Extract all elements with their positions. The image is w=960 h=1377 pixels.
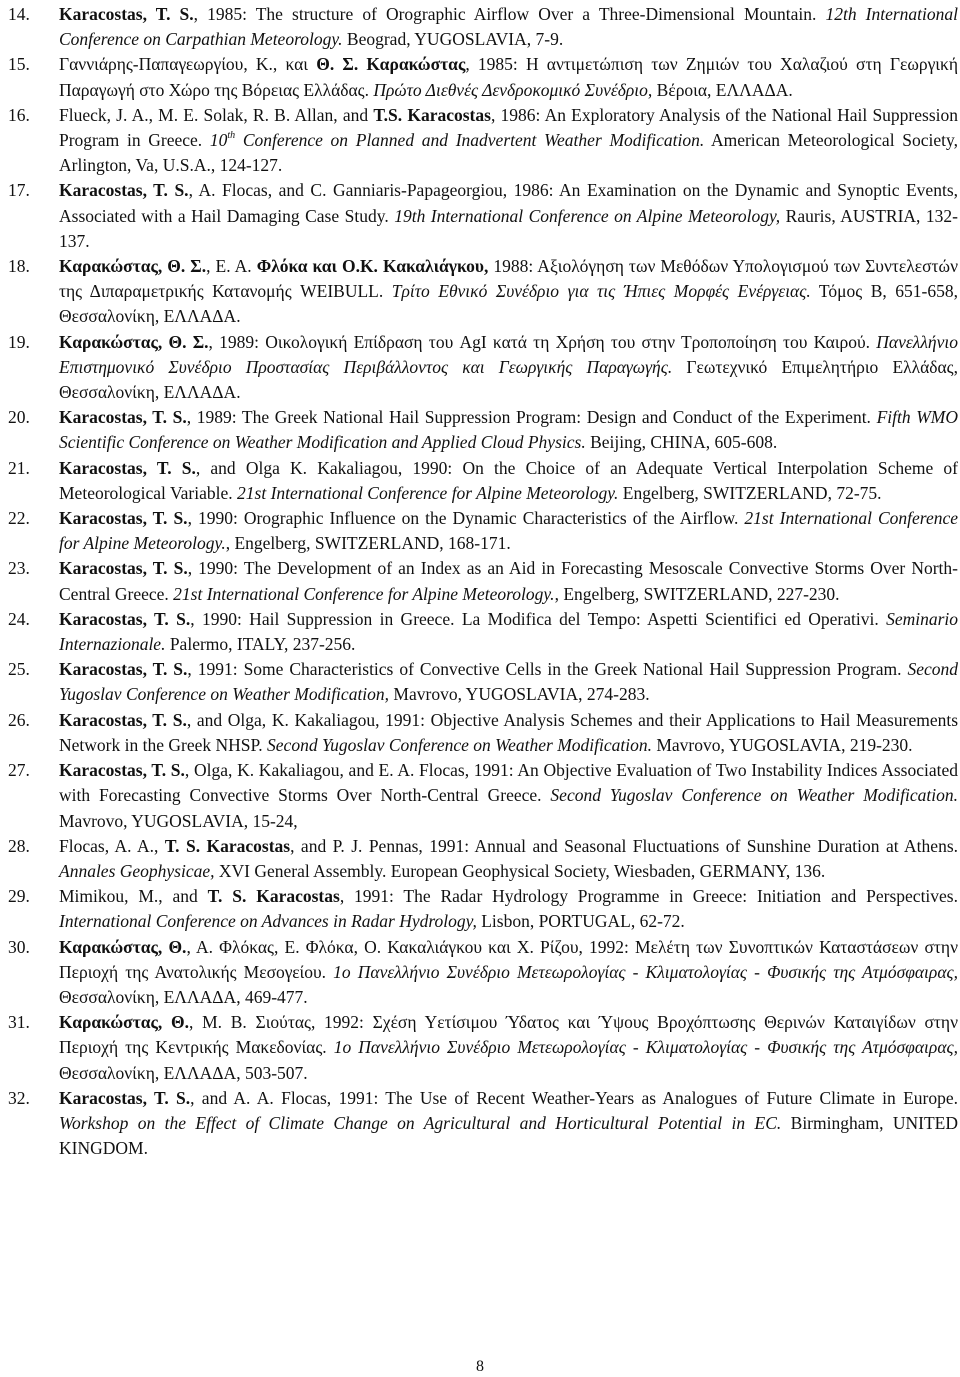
reference-number: 21. — [8, 457, 30, 478]
reference-item — [8, 657, 958, 707]
reference-text — [59, 758, 958, 834]
reference-venue: Τρίτο Εθνικό Συνέδριο για τις Ήπιες Μορφές Ενέργειας. — [391, 281, 811, 302]
reference-item — [8, 254, 958, 330]
reference-text — [59, 506, 958, 556]
reference-item — [8, 556, 958, 606]
reference-venue: Second Yugoslav Conference on Weather Modification, — [59, 659, 958, 705]
reference-author: Karacostas, T. S. — [59, 4, 194, 24]
reference-venue: Seminario Internazionale. — [59, 608, 959, 655]
reference-text — [59, 330, 958, 406]
reference-author: Karacostas, T. S. — [59, 1087, 191, 1108]
reference-segment: , Ε. Α. — [206, 256, 257, 277]
reference-segment: , and Olga, K. Kakaliagou, 1991: Objective Analysis Schemes and their Applications to Hail Measurements Network in the Greek NHSP. — [59, 709, 959, 755]
reference-segment: , and A. A. Flocas, 1991: The Use of Recent Weather-Years as Analogues of Future Climate in Europe. — [190, 1087, 958, 1108]
reference-item — [8, 935, 958, 1011]
reference-author: Karacostas, T. S. — [59, 709, 187, 730]
reference-number: 16. — [8, 104, 30, 125]
reference-author: Καρακώστας, Θ. Σ. — [59, 256, 207, 277]
reference-segment: Τόμος Β, 651-658, Θεσσαλονίκη, ΕΛΛΑΔΑ. — [59, 281, 958, 327]
reference-item — [8, 758, 958, 834]
reference-venue: Second Yugoslav Conference on Weather Modification. — [267, 734, 652, 755]
reference-segment: Mavrovo, YUGOSLAVIA, 15-24, — [59, 810, 298, 831]
reference-segment: 1988: Αξιολόγηση των Μεθόδων Υπολογισμού των Συντελεστών της Διπαραμετρικής Κατανομής WEIBULL. — [59, 256, 958, 302]
reference-segment: , 1989: The Greek National Hail Suppression Program: Design and Conduct of the Experiment. — [186, 407, 877, 428]
reference-number: 26. — [8, 709, 30, 730]
reference-item — [8, 506, 958, 556]
reference-text — [59, 935, 958, 1011]
reference-segment: Γαννιάρης-Παπαγεωργίου, Κ., και — [59, 54, 317, 75]
reference-segment: Mavrovo, YUGOSLAVIA, 274-283. — [389, 684, 650, 705]
reference-author: Karacostas, T. S. — [59, 508, 188, 529]
reference-venue: 12th International Conference on Carpathian Meteorology. — [59, 4, 959, 50]
reference-venue: Fifth WMO Scientific Conference on Weather Modification and Applied Cloud Physics. — [59, 407, 959, 453]
reference-venue: Second Yugoslav Conference on Weather Modification. — [550, 785, 959, 806]
reference-segment: Rauris, AUSTRIA, 132-137. — [59, 205, 959, 251]
reference-author: Καρακώστας, Θ. — [59, 1012, 189, 1033]
reference-segment: , 1991: Some Characteristics of Convective Cells in the Greek National Hail Suppression Program. — [187, 659, 908, 680]
reference-author: T. S. Karacostas — [164, 835, 291, 856]
reference-segment: Palermo, ITALY, 237-256. — [165, 634, 356, 655]
reference-segment: , 1985: The structure of Orographic Airflow Over a Three-Dimensional Mountain. — [193, 4, 826, 24]
reference-segment: , 1985: Η αντιμετώπιση των Ζημιών του Χαλαζιού στη Γεωργική Παραγωγή στο Χώρο της Βόρειας Ελλάδας. — [59, 54, 958, 100]
reference-venue: 21st International Conference for Alpine Meteorology. — [173, 583, 555, 604]
reference-text — [59, 884, 958, 934]
reference-item — [8, 1010, 958, 1086]
reference-segment: Beograd, YUGOSLAVIA, 7-9. — [342, 29, 564, 50]
reference-venue: Workshop on the Effect of Climate Change on Agricultural and Horticultural Potential in EC. — [59, 1112, 782, 1133]
reference-venue: 10 — [209, 130, 228, 151]
reference-segment: , Α. Φλόκας, Ε. Φλόκα, Ο. Κακαλιάγκου και Χ. Ρίζου, 1992: Μελέτη των Συνοπτικών Καταστάσεων στην Περιοχή της Ανατολικής Μεσογείου. — [59, 936, 958, 982]
reference-item — [8, 103, 958, 179]
reference-author: Karacostas, T. S. — [59, 608, 191, 629]
reference-venue: 19th International Conference on Alpine Meteorology, — [394, 205, 781, 226]
reference-author: Karacostas, T. S. — [59, 457, 196, 478]
reference-number: 22. — [8, 508, 30, 529]
reference-venue: Annales Geophysicae, — [59, 860, 215, 881]
reference-number: 30. — [8, 936, 30, 957]
reference-text — [59, 556, 958, 606]
reference-segment: Mimikou, M., and — [59, 886, 208, 907]
reference-author: Karacostas, T. S. — [59, 180, 189, 201]
page-number: 8 — [476, 1358, 484, 1375]
reference-venue: Πρώτο Διεθνές Δενδροκομικό Συνέδριο, — [373, 79, 653, 100]
reference-segment: Lisbon, PORTUGAL, 62-72. — [476, 911, 685, 932]
reference-text — [59, 834, 958, 884]
reference-segment: Θεσσαλονίκη, ΕΛΛΑΔΑ, 503-507. — [59, 1062, 308, 1083]
reference-number: 24. — [8, 608, 30, 629]
reference-venue: Πανελλήνιο Επιστημονικό Συνέδριο Προστασίας Περιβάλλοντος και Γεωργικής Παραγωγής. — [59, 331, 958, 377]
reference-superscript: th — [227, 130, 236, 142]
reference-author: Karacostas, T. S. — [59, 659, 188, 680]
reference-venue: International Conference on Advances in Radar Hydrology, — [59, 911, 477, 932]
reference-item — [8, 884, 958, 934]
reference-number: 19. — [8, 331, 30, 352]
reference-number: 18. — [8, 256, 30, 277]
reference-list — [8, 2, 958, 1161]
reference-author: T.S. Karacostas — [373, 104, 491, 125]
reference-segment: Engelberg, SWITZERLAND, 72-75. — [618, 482, 882, 503]
reference-text — [59, 178, 958, 254]
reference-segment: Flueck, J. A., M. E. Solak, R. B. Allan, and — [59, 104, 374, 125]
reference-segment: , and P. J. Pennas, 1991: Annual and Seasonal Fluctuations of Sunshine Duration at Athens. — [290, 835, 959, 856]
reference-venue: Conference on Planned and Inadvertent Weather Modification. — [235, 130, 705, 151]
reference-segment: , and Olga K. Kakaliagou, 1990: On the Choice of an Adequate Vertical Interpolation Scheme of Meteorological Variable. — [59, 457, 958, 503]
reference-segment: Birmingham, UNITED KINGDOM. — [59, 1112, 958, 1159]
reference-item — [8, 330, 958, 406]
reference-venue: 21st International Conference for Alpine Meteorology. — [237, 482, 619, 503]
reference-segment: , 1986: An Exploratory Analysis of the National Hail Suppression Program in Greece. — [59, 104, 959, 151]
reference-number: 25. — [8, 659, 30, 680]
reference-segment: , 1990: Hail Suppression in Greece. La Modifica del Tempo: Aspetti Scientifici ed Operativi. — [190, 608, 887, 629]
reference-segment: Mavrovo, YUGOSLAVIA, 219-230. — [651, 734, 913, 755]
reference-segment: , 1991: The Radar Hydrology Programme in Greece: Initiation and Perspectives. — [339, 886, 958, 907]
reference-segment: , Olga, K. Kakaliagou, and E. A. Flocas, 1991: An Objective Evaluation of Two Instability Indices Associated with Forecasting Convective Storms Over North-Central Greece. — [59, 760, 958, 806]
reference-segment: XVI General Assembly. European Geophysical Society, Wiesbaden, GERMANY, 136. — [214, 860, 826, 881]
reference-author: Καρακώστας, Θ. Σ. — [59, 331, 209, 352]
reference-text — [59, 1086, 958, 1162]
reference-text — [59, 103, 958, 179]
reference-text — [59, 2, 958, 52]
reference-item — [8, 52, 958, 102]
reference-author: Καρακώστας, Θ. — [59, 936, 187, 957]
reference-author: T. S. Karacostas — [207, 886, 340, 907]
reference-segment: , Engelberg, SWITZERLAND, 168-171. — [225, 533, 511, 554]
reference-number: 14. — [8, 4, 30, 24]
reference-text — [59, 708, 958, 758]
reference-item — [8, 834, 958, 884]
reference-segment: , Μ. Β. Σιούτας, 1992: Σχέση Υετίσιμου Ύδατος και Ύψους Βροχόπτωσης Θερινών Καταιγίδων στην Περιοχή της Κεντρικής Μακεδονίας. — [59, 1012, 959, 1058]
reference-author: Θ. Σ. Καρακώστας — [316, 54, 466, 75]
reference-number: 23. — [8, 558, 30, 579]
reference-author: Karacostas, T. S. — [59, 760, 185, 781]
reference-item — [8, 405, 958, 455]
reference-author: Karacostas, T. S. — [59, 407, 187, 428]
reference-text — [59, 607, 958, 657]
reference-item — [8, 708, 958, 758]
reference-segment: Γεωτεχνικό Επιμελητήριο Ελλάδας, Θεσσαλονίκη, ΕΛΛΑΔΑ. — [59, 356, 958, 403]
reference-item — [8, 456, 958, 506]
reference-venue: 1ο Πανελλήνιο Συνέδριο Μετεωρολογίας - Κλιματολογίας - Φυσικής της Ατμόσφαιρας, — [333, 1037, 958, 1058]
reference-segment: American Meteorological Society, Arlington, Va, U.S.A., 124-127. — [59, 130, 958, 176]
reference-item — [8, 1086, 958, 1162]
reference-text — [59, 405, 958, 455]
reference-segment: , 1990: The Development of an Index as an Aid in Forecasting Mesoscale Convective Storms Over North-Central Greece. — [59, 558, 958, 604]
reference-segment: Beijing, CHINA, 605-608. — [585, 432, 778, 453]
reference-author: Karacostas, T. S. — [59, 558, 188, 579]
reference-number: 17. — [8, 180, 30, 201]
reference-number: 29. — [8, 886, 30, 907]
reference-segment: Θεσσαλονίκη, ΕΛΛΑΔΑ, 469-477. — [59, 986, 308, 1007]
reference-text — [59, 1010, 958, 1086]
reference-item — [8, 178, 958, 254]
reference-author: Φλόκα και Ο.Κ. Κακαλιάγκου, — [256, 256, 489, 277]
reference-item — [8, 607, 958, 657]
reference-text — [59, 52, 958, 102]
reference-text — [59, 456, 958, 506]
reference-text — [59, 657, 958, 707]
reference-number: 15. — [8, 54, 30, 75]
reference-item — [8, 2, 958, 52]
reference-venue: 1ο Πανελλήνιο Συνέδριο Μετεωρολογίας - Κλιματολογίας - Φυσικής της Ατμόσφαιρας, — [333, 961, 958, 982]
reference-number: 20. — [8, 407, 30, 428]
reference-number: 27. — [8, 760, 30, 781]
reference-number: 28. — [8, 835, 30, 856]
reference-segment: Flocas, A. A., — [59, 835, 165, 856]
reference-segment: , 1990: Orographic Influence on the Dynamic Characteristics of the Airflow. — [187, 508, 745, 529]
reference-number: 32. — [8, 1087, 30, 1108]
reference-venue: 21st International Conference for Alpine Meteorology. — [59, 508, 959, 554]
reference-segment: , A. Flocas, and C. Ganniaris-Papageorgiou, 1986: An Examination on the Dynamic and Synoptic Events, Associated with a Hail Damaging Case Study. — [59, 180, 958, 226]
reference-number: 31. — [8, 1012, 30, 1033]
reference-segment: , 1989: Οικολογική Επίδραση του AgI κατά τη Χρήση του στην Τροποποίηση του Καιρού. — [208, 331, 877, 352]
reference-segment: Βέροια, ΕΛΛΑΔΑ. — [652, 79, 793, 100]
reference-text — [59, 254, 958, 330]
reference-segment: , Engelberg, SWITZERLAND, 227-230. — [554, 583, 840, 604]
